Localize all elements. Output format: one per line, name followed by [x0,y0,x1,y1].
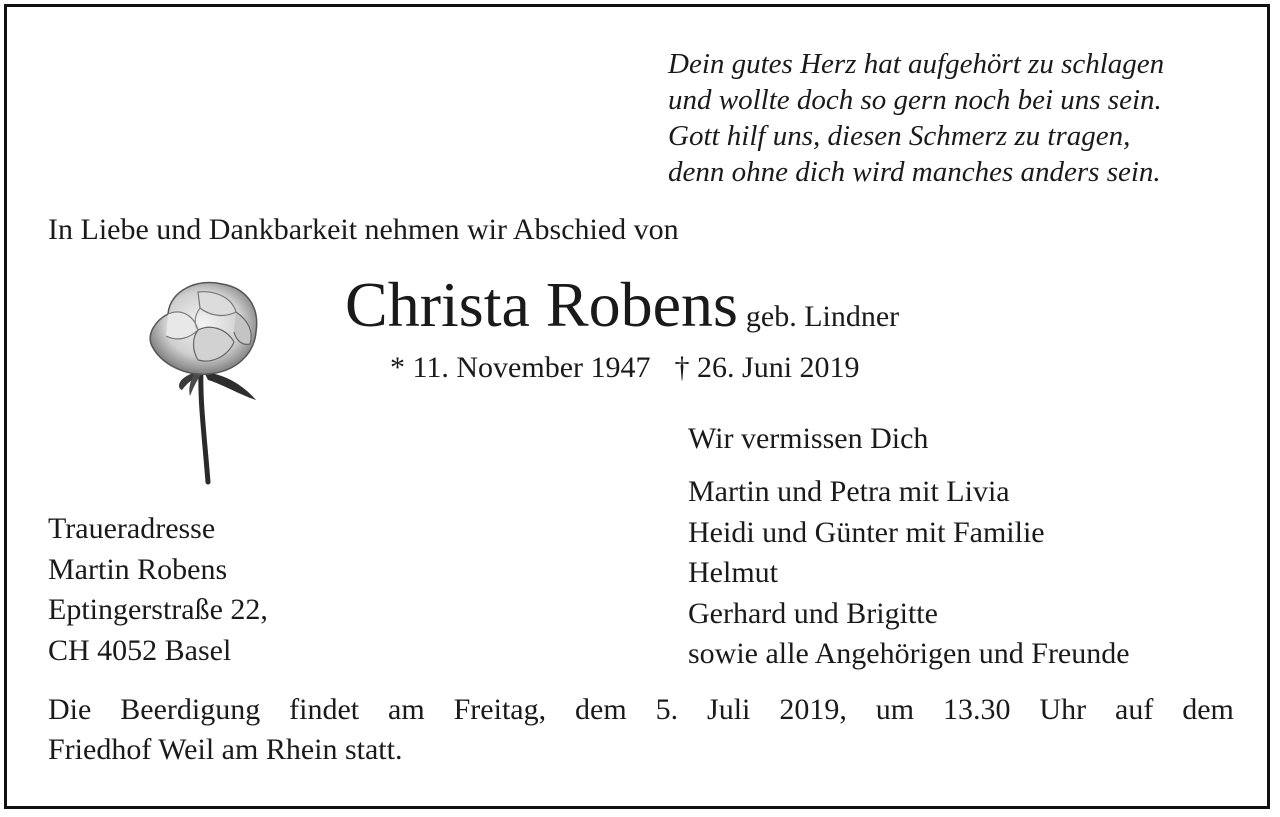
address-line: Eptingerstraße 22, [48,593,268,626]
life-dates [390,348,860,388]
family-line: Heidi und Günter mit Familie [688,515,1045,549]
funeral-word: Beerdigung [120,693,261,726]
family-line: sowie alle Angehörigen und Freunde [688,637,1130,670]
deceased-name-line [345,266,899,344]
family-line: Helmut [688,556,778,589]
poem-line: Dein gutes Herz hat aufgehört zu schlagen [668,48,1165,80]
funeral-word: auf [1115,693,1154,726]
poem-line: Gott hilf uns, diesen Schmerz zu tragen, [668,120,1131,152]
rose-icon [138,272,268,486]
poem [668,46,1248,190]
death-date: † 26. Juni 2019 [674,351,860,384]
funeral-notice [48,690,1234,770]
birth-date: * 11. November 1947 [390,351,651,384]
funeral-line-2: Friedhof Weil am Rhein statt. [48,733,403,766]
funeral-word: 13.30 [943,693,1011,726]
family-line: Gerhard und Brigitte [688,596,938,630]
address-line: CH 4052 Basel [48,633,232,667]
poem-line: denn ohne dich wird manches anders sein. [668,156,1161,188]
address-line: Traueradresse [48,512,216,545]
funeral-word: 5. [655,693,679,726]
maiden-name: geb. Lindner [745,300,900,333]
deceased-name: Christa Robens [345,269,738,340]
mourning-address [48,509,268,671]
intro-text: In Liebe und Dankbarkeit nehmen wir Abschied von [48,213,679,246]
address-line: Martin Robens [48,552,228,586]
miss-text: Wir vermissen Dich [688,422,929,455]
funeral-word: 2019, [779,693,847,726]
funeral-word: am [388,693,425,726]
funeral-word: um [875,693,915,726]
funeral-word: Uhr [1039,693,1087,726]
funeral-word: dem [1182,693,1234,726]
funeral-word: Freitag, [453,693,547,726]
funeral-word: dem [575,693,627,726]
funeral-word: findet [289,693,360,726]
funeral-line-1 [48,690,1234,730]
poem-line: und wollte doch so gern noch bei uns sein. [668,84,1162,116]
family-line: Martin und Petra mit Livia [688,475,1010,508]
family-list [688,472,1130,675]
funeral-word: Juli [707,693,751,726]
funeral-word: Die [48,693,92,726]
